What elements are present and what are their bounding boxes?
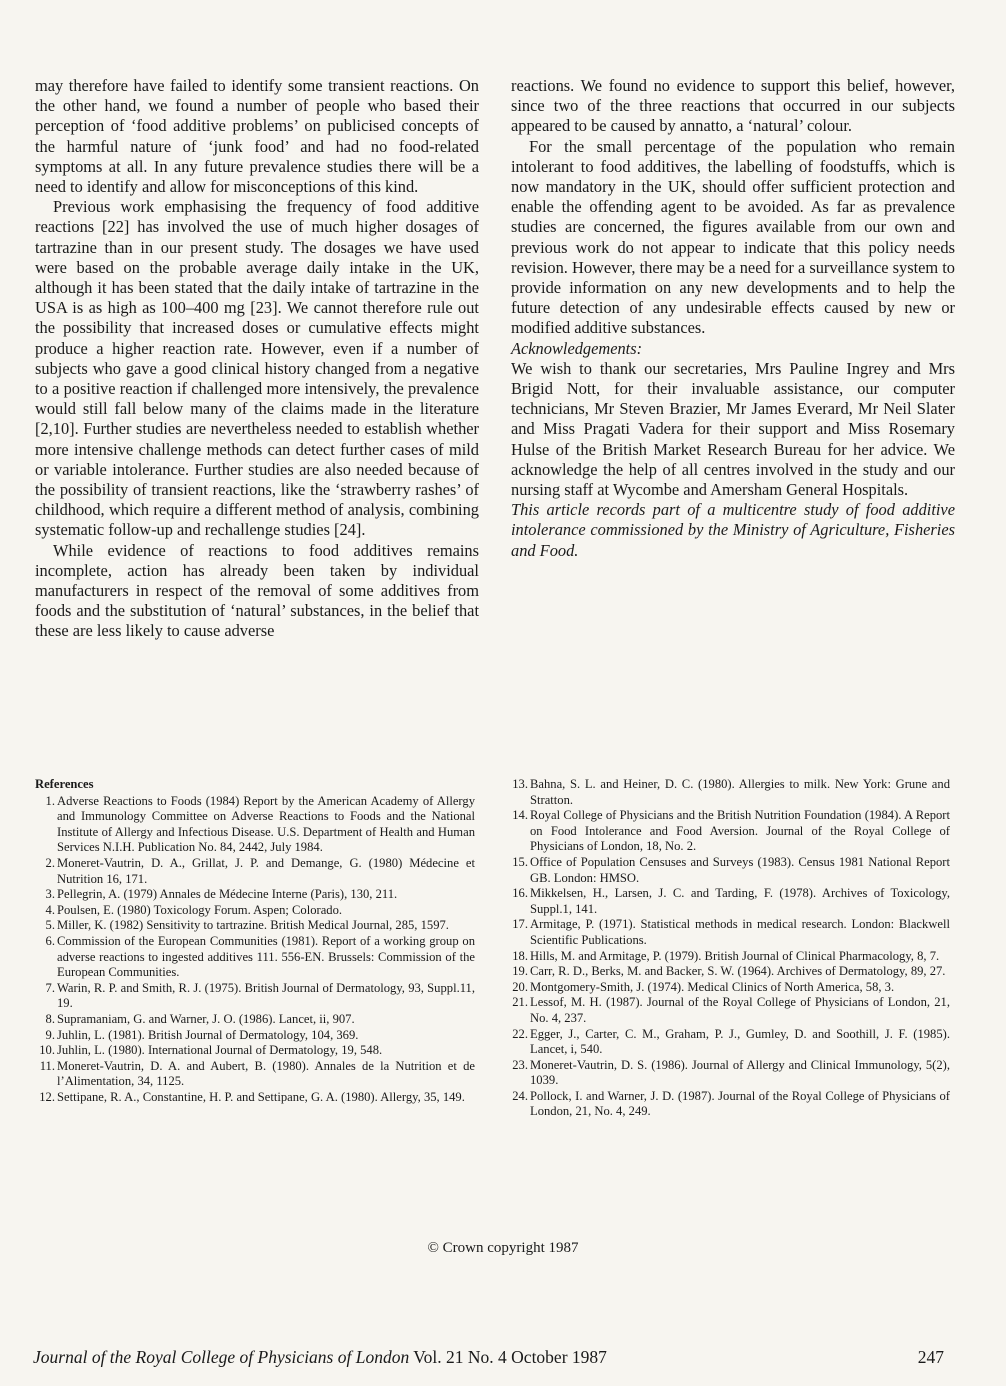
reference-text: Pollock, I. and Warner, J. D. (1987). Journal of the Royal College of Physicians of London, 21, No. 4, 249. xyxy=(530,1088,950,1119)
reference-item xyxy=(35,1028,475,1044)
reference-text: Armitage, P. (1971). Statistical methods in medical research. London: Blackwell Scientific Publications. xyxy=(530,917,950,947)
reference-number: 4. xyxy=(45,902,55,917)
references-left xyxy=(35,777,475,1105)
reference-number: 24. xyxy=(512,1088,528,1103)
reference-text: Mikkelsen, H., Larsen, J. C. and Tarding, F. (1978). Archives of Toxicology, Suppl.1, 141. xyxy=(530,886,950,916)
reference-number: 1. xyxy=(45,793,55,808)
reference-item xyxy=(508,1027,950,1058)
reference-item xyxy=(508,1058,950,1089)
reference-item xyxy=(35,856,475,887)
reference-number: 19. xyxy=(512,964,528,979)
reference-number: 3. xyxy=(45,887,55,902)
page-number: 247 xyxy=(917,1347,944,1367)
reference-number: 20. xyxy=(512,979,528,994)
reference-text: Moneret-Vautrin, D. S. (1986). Journal of Allergy and Clinical Immunology, 5(2), 1039. xyxy=(530,1057,950,1088)
reference-text: Montgomery-Smith, J. (1974). Medical Clinics of North America, 58, 3. xyxy=(530,979,895,994)
reference-number: 5. xyxy=(45,918,55,933)
reference-text: Bahna, S. L. and Heiner, D. C. (1980). Allergies to milk. New York: Grune and Stratton. xyxy=(530,777,950,807)
reference-text: Warin, R. P. and Smith, R. J. (1975). British Journal of Dermatology, 93, Suppl.11, 19. xyxy=(57,980,475,1011)
reference-number: 22. xyxy=(512,1026,528,1041)
acknowledgements-text: We wish to thank our secretaries, Mrs Pauline Ingrey and Mrs Brigid Nott, for their invaluable assistance, our computer technicians, Mr Steven Brazier, Mr James Everard, Mr Neil Slater and Miss Pragati Vadera for their support and Miss Rosemary Hulse of the British Market Research Bureau for her advice. We acknowledge the help of all centres involved in the study and our nursing staff at Wycombe and Amersham General Hospitals. xyxy=(511,358,955,500)
reference-text: Miller, K. (1982) Sensitivity to tartrazine. British Medical Journal, 285, 1597. xyxy=(57,918,449,933)
right-text-column xyxy=(511,76,955,561)
reference-number: 8. xyxy=(45,1011,55,1026)
reference-item xyxy=(35,1012,475,1028)
reference-item xyxy=(35,903,475,919)
reference-number: 17. xyxy=(512,917,528,932)
references-right xyxy=(508,777,950,1120)
reference-number: 11. xyxy=(39,1058,55,1073)
reference-item xyxy=(35,934,475,981)
reference-number: 14. xyxy=(512,808,528,823)
reference-text: Carr, R. D., Berks, M. and Backer, S. W. (1964). Archives of Dermatology, 89, 27. xyxy=(530,964,946,979)
reference-item xyxy=(35,918,475,934)
reference-list xyxy=(508,777,950,1120)
reference-item xyxy=(508,980,950,996)
acknowledgements-heading: Acknowledgements: xyxy=(511,338,643,358)
reference-item xyxy=(508,949,950,965)
journal-issue: Vol. 21 No. 4 October 1987 xyxy=(413,1347,607,1367)
reference-number: 10. xyxy=(39,1043,55,1058)
reference-number: 7. xyxy=(45,980,55,995)
reference-item xyxy=(35,1043,475,1059)
reference-number: 23. xyxy=(512,1057,528,1072)
reference-item xyxy=(508,886,950,917)
paragraph: While evidence of reactions to food additives remains incomplete, action has already been taken by individual manufacturers in respect of the removal of some additives from foods and the substitution of ‘natural’ substances, in the belief that these are less likely to cause adverse xyxy=(35,540,479,641)
reference-number: 16. xyxy=(512,886,528,901)
reference-number: 18. xyxy=(512,948,528,963)
reference-text: Adverse Reactions to Foods (1984) Report by the American Academy of Allergy and Immunology Committee on Adverse Reactions to Foods and the National Institute of Allergy and Infectious Disease. U.S. Department of Health and Human Services N.I.H. Publication No. 84, 2442, July 1984. xyxy=(57,793,475,855)
reference-item xyxy=(508,964,950,980)
reference-text: Juhlin, L. (1981). British Journal of Dermatology, 104, 369. xyxy=(57,1027,359,1042)
article-note: This article records part of a multicentre study of food additive intolerance commissioned by the Ministry of Agriculture, Fisheries and Food. xyxy=(511,500,955,560)
left-text-column xyxy=(35,76,479,642)
paragraph: For the small percentage of the population who remain intolerant to food additives, the labelling of foodstuffs, which is now mandatory in the UK, should offer sufficient protection and enable the offending agent to be avoided. As far as prevalence studies are concerned, the figures available from our own and previous work do not appear to indicate that this policy needs revision. However, there may be a need for a surveillance system to provide information on any new developments and to help the future detection of any undesirable effects caused by new or modified additive substances. xyxy=(511,136,956,338)
reference-text: Egger, J., Carter, C. M., Graham, P. J., Gumley, D. and Soothill, J. F. (1985). Lancet, i, 540. xyxy=(530,1026,950,1057)
reference-item xyxy=(35,1059,475,1090)
reference-text: Commission of the European Communities (1981). Report of a working group on adverse reactions to ingested additives 111. 556-EN. Brussels: Commission of the European Communities. xyxy=(57,933,475,980)
reference-item xyxy=(508,777,950,808)
reference-text: Supramaniam, G. and Warner, J. O. (1986). Lancet, ii, 907. xyxy=(57,1011,355,1026)
reference-text: Office of Population Censuses and Surveys (1983). Census 1981 National Report GB. London: HMSO. xyxy=(530,854,950,885)
reference-number: 9. xyxy=(45,1027,55,1042)
page-footer xyxy=(33,1347,607,1368)
reference-text: Poulsen, E. (1980) Toxicology Forum. Aspen; Colorado. xyxy=(57,902,343,917)
reference-number: 6. xyxy=(45,933,55,948)
copyright-notice: © Crown copyright 1987 xyxy=(427,1240,579,1256)
reference-text: Royal College of Physicians and the British Nutrition Foundation (1984). A Report on Food Intolerance and Food Aversion. Journal of the Royal College of Physicians of London, 18, No. 2. xyxy=(530,808,950,854)
paragraph: may therefore have failed to identify some transient reactions. On the other hand, we found a number of people who based their perception of ‘food additive problems’ on publicised concepts of the harmful nature of ‘junk food’ and had no food-related symptoms at all. In any future prevalence studies there will be a need to identify and allow for misconceptions of this kind. xyxy=(35,76,479,197)
reference-item xyxy=(35,887,475,903)
reference-number: 13. xyxy=(512,777,528,791)
paragraph: reactions. We found no evidence to support this belief, however, since two of the three reactions that occurred in our subjects appeared to be caused by annatto, a ‘natural’ colour. xyxy=(511,76,955,136)
reference-text: Moneret-Vautrin, D. A. and Aubert, B. (1980). Annales de la Nutrition et de l’Alimentation, 34, 1125. xyxy=(57,1058,475,1089)
reference-item xyxy=(508,1089,950,1120)
reference-number: 12. xyxy=(39,1089,55,1104)
reference-item xyxy=(508,917,950,948)
reference-text: Settipane, R. A., Constantine, H. P. and Settipane, G. A. (1980). Allergy, 35, 149. xyxy=(57,1089,465,1104)
reference-number: 2. xyxy=(45,855,55,870)
reference-text: Juhlin, L. (1980). International Journal of Dermatology, 19, 548. xyxy=(57,1043,383,1058)
journal-title: Journal of the Royal College of Physicians of London xyxy=(33,1347,410,1367)
reference-number: 21. xyxy=(512,995,528,1010)
reference-item xyxy=(35,794,475,856)
reference-item xyxy=(508,855,950,886)
reference-number: 15. xyxy=(512,854,528,869)
reference-text: Pellegrin, A. (1979) Annales de Médecine Interne (Paris), 130, 211. xyxy=(57,887,398,902)
reference-text: Lessof, M. H. (1987). Journal of the Royal College of Physicians of London, 21, No. 4, 237. xyxy=(530,995,950,1025)
reference-item xyxy=(35,981,475,1012)
paragraph: Previous work emphasising the frequency of food additive reactions [22] has involved the use of much higher dosages of tartrazine than in our present study. The dosages we have used were based on the probable average daily intake in the UK, although it has been stated that the daily intake of tartrazine in the USA is as high as 100–400 mg [23]. We cannot therefore rule out the possibility that increased doses or cumulative effects might produce a higher reaction rate. However, even if a number of subjects who gave a good clinical history changed from a negative to a positive reaction if challenged more intensively, the prevalence would still fall below many of the claims made in the literature [2,10]. Further studies are nevertheless needed to establish whether more intensive challenge methods can detect further cases of mild or variable intolerance. Further studies are also needed because of the possibility of transient reactions, like the ‘strawberry rashes’ of childhood, which require a different method of analysis, combining systematic follow-up and rechallenge studies [24]. xyxy=(35,197,479,540)
reference-text: Hills, M. and Armitage, P. (1979). British Journal of Clinical Pharmacology, 8, 7. xyxy=(530,948,940,963)
references-heading: References xyxy=(35,777,94,791)
reference-item xyxy=(508,808,950,855)
reference-text: Moneret-Vautrin, D. A., Grillat, J. P. and Demange, G. (1980) Médecine et Nutrition 16, 171. xyxy=(57,855,475,886)
reference-item xyxy=(35,1090,475,1106)
reference-item xyxy=(508,995,950,1026)
reference-list xyxy=(35,794,475,1106)
